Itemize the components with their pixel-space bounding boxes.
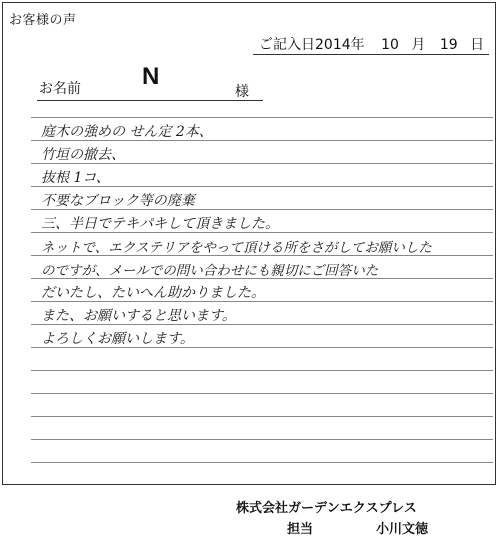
ruled-line bbox=[31, 462, 493, 463]
message-line: ネットで、エクステリアをやって頂ける所をさがしてお願いした bbox=[41, 240, 432, 256]
ruled-line bbox=[31, 393, 493, 394]
message-line: 庭木の強めの せん定 2本、 bbox=[41, 124, 213, 140]
message-line: 抜根 1コ、 bbox=[41, 170, 110, 186]
ruled-line bbox=[31, 439, 493, 440]
date-day-suffix: 日 bbox=[470, 37, 485, 53]
message-line: だいたし、たいへん助かりました。 bbox=[41, 285, 265, 301]
staff-name: 小川文徳 bbox=[376, 522, 429, 537]
date-month: 10 bbox=[381, 37, 399, 53]
customer-name: N bbox=[142, 63, 160, 90]
message-line: よろしくお願いします。 bbox=[41, 331, 194, 347]
company-name: 株式会社ガーデンエクスプレス bbox=[236, 501, 417, 516]
date-underline bbox=[253, 54, 489, 55]
card-title: お客様の声 bbox=[9, 13, 77, 28]
entry-date bbox=[259, 34, 484, 54]
ruled-line bbox=[31, 416, 493, 417]
message-line: 竹垣の撤去、 bbox=[41, 147, 125, 163]
message-line: 不要なブロック等の廃棄 bbox=[41, 193, 195, 209]
message-line: のですが、メールでの問い合わせにも親切にご回答いた bbox=[41, 263, 379, 279]
date-day: 19 bbox=[439, 37, 458, 53]
date-year-suffix: 年 bbox=[350, 37, 365, 53]
honorific-label: 様 bbox=[235, 84, 249, 100]
message-line: 三、半日でテキパキして頂きました。 bbox=[41, 216, 279, 232]
ruled-line bbox=[31, 370, 493, 371]
name-underline bbox=[37, 100, 263, 101]
date-prefix: ご記入日 bbox=[259, 37, 315, 53]
ruled-line bbox=[31, 117, 493, 118]
name-label: お名前 bbox=[39, 81, 81, 97]
staff-role: 担当 bbox=[287, 522, 314, 537]
testimonial-card bbox=[2, 2, 496, 485]
message-line: また、お願いすると思います。 bbox=[41, 308, 236, 324]
date-year: 2014 bbox=[315, 37, 351, 53]
date-month-suffix: 月 bbox=[411, 37, 426, 53]
